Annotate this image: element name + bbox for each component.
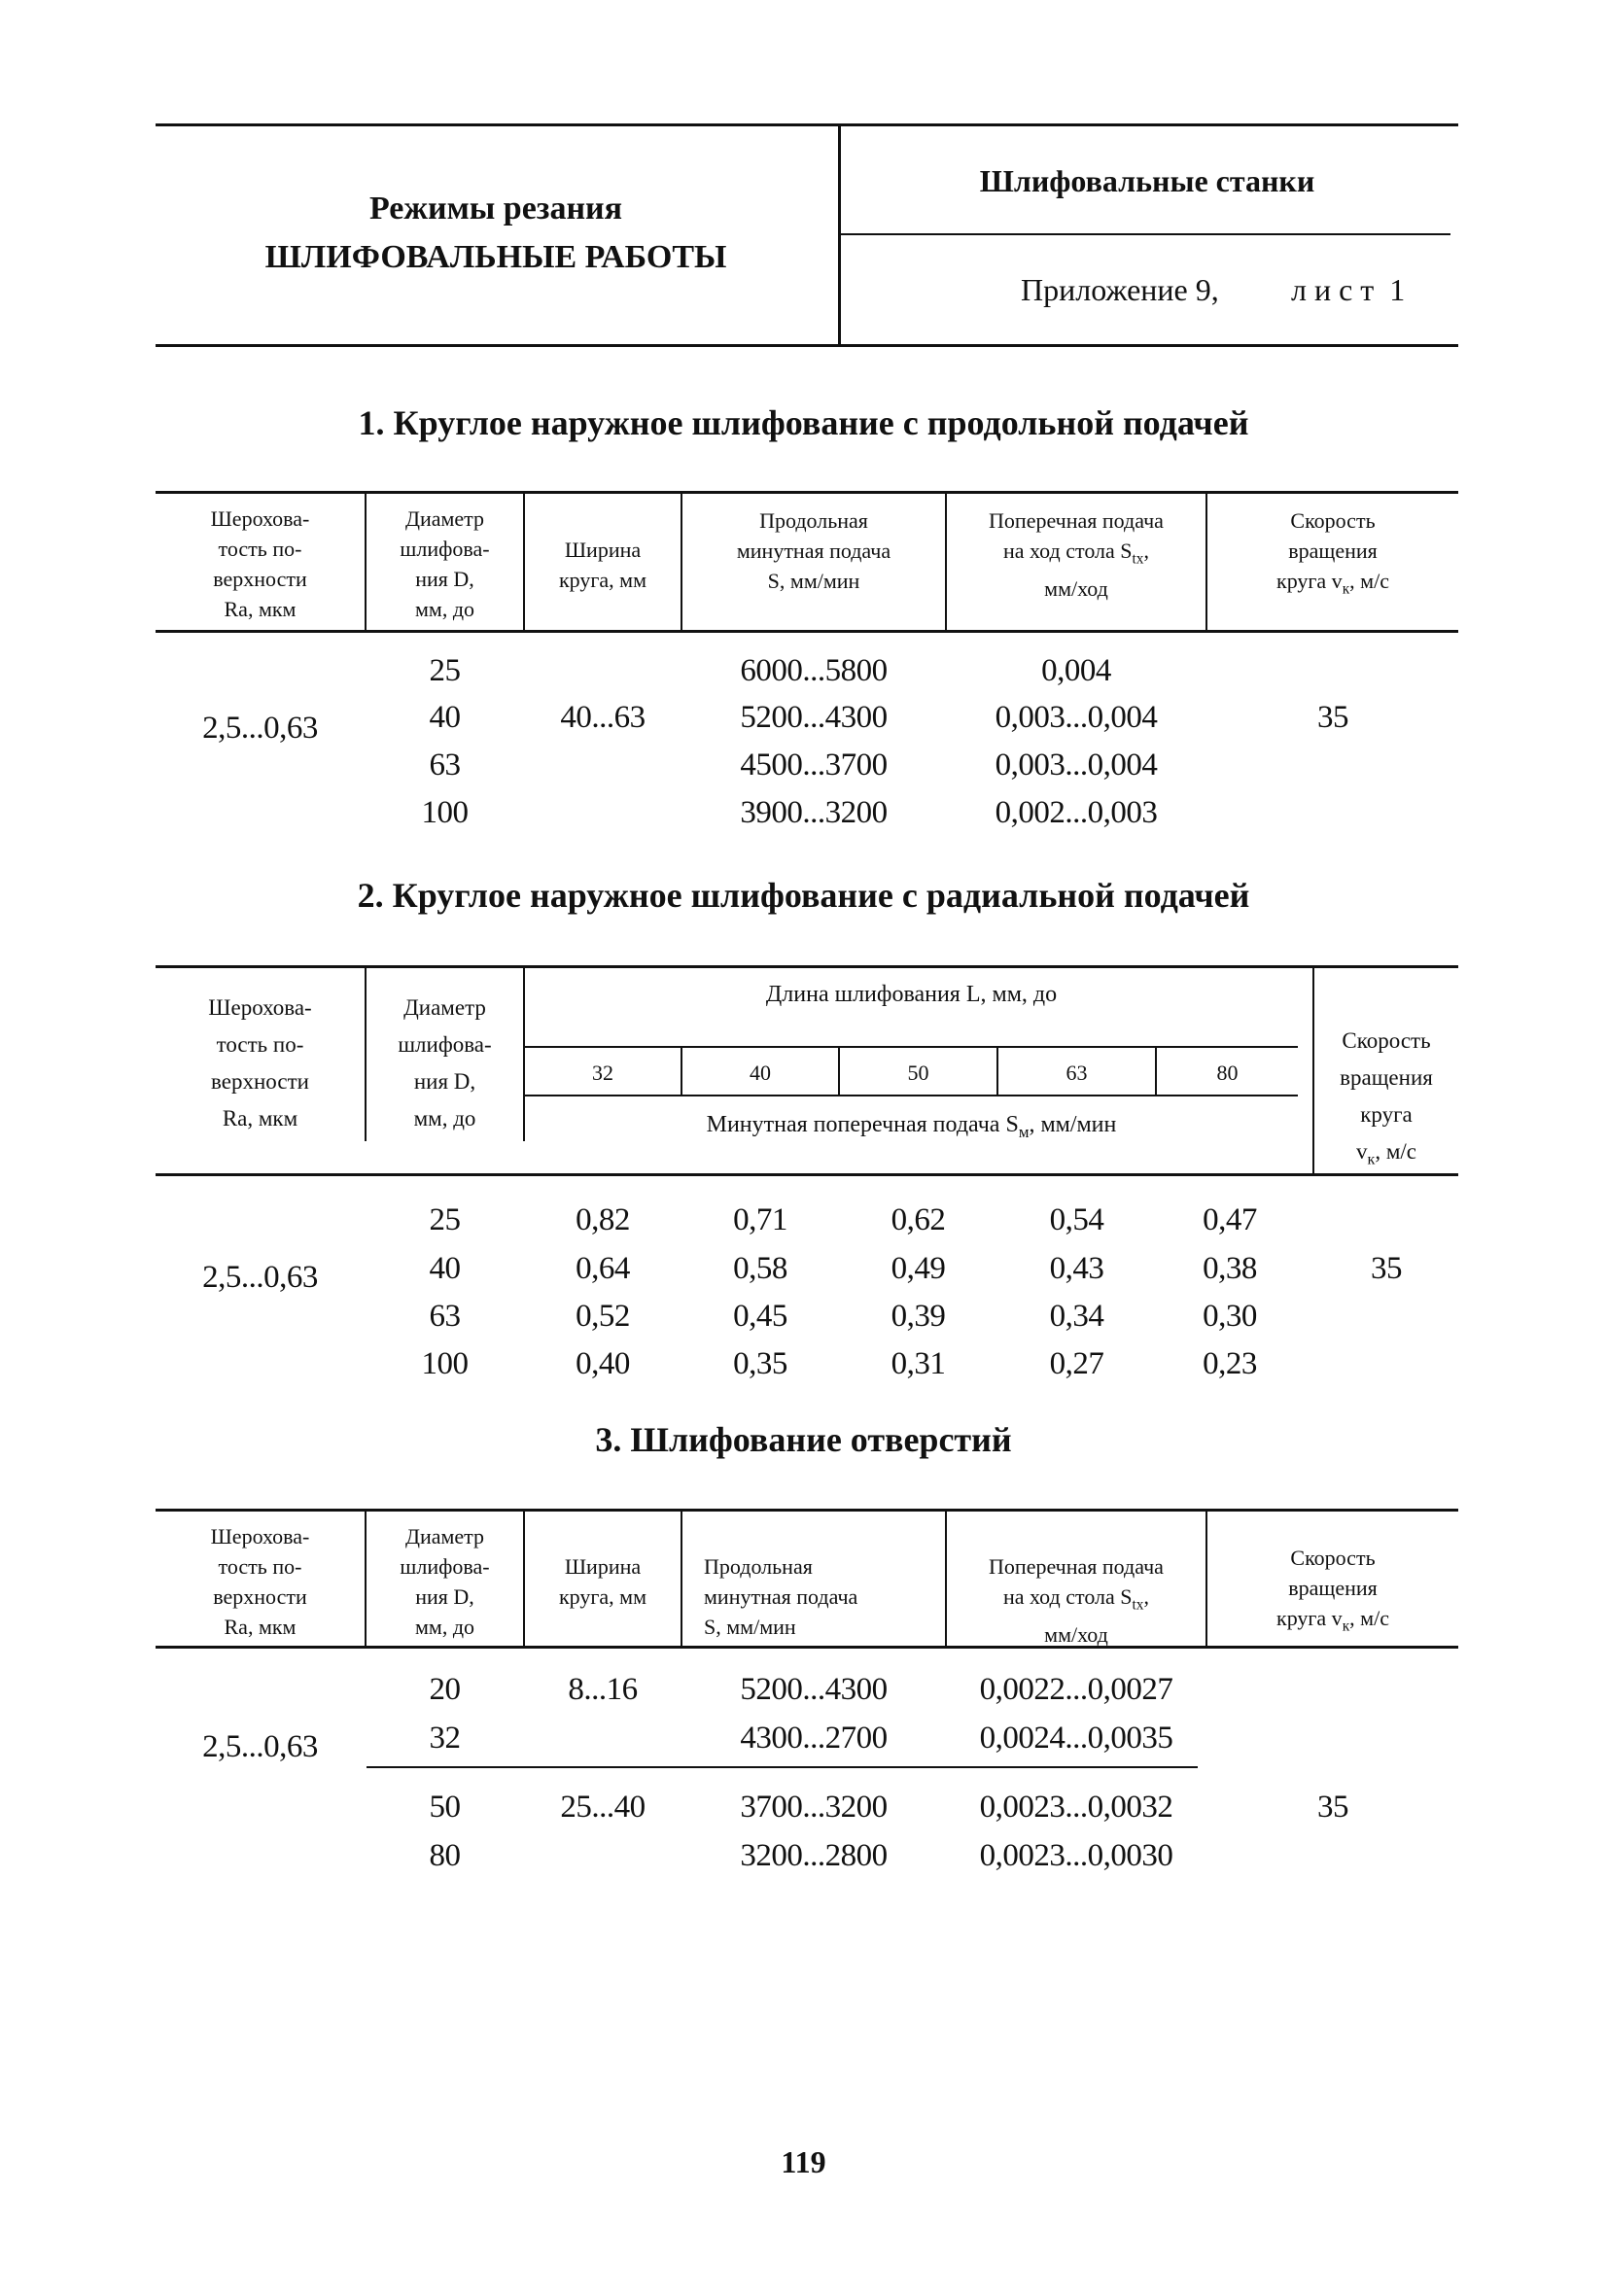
table1-row-diameter: 100 bbox=[421, 795, 469, 830]
table3-top-rule bbox=[156, 1509, 1458, 1512]
header-line: S, мм/мин bbox=[704, 1615, 796, 1639]
table2-row-value: 0,45 bbox=[733, 1299, 787, 1334]
header-line bbox=[1314, 1133, 1458, 1179]
table2-row-value: 0,34 bbox=[1049, 1299, 1104, 1334]
header-divider bbox=[838, 126, 841, 344]
header-line: шлифова- bbox=[400, 1554, 490, 1579]
header-line: тость по- bbox=[216, 1032, 304, 1057]
table2-row-diameter: 100 bbox=[421, 1346, 469, 1381]
table1-row-long-feed: 4500...3700 bbox=[740, 748, 888, 783]
table3-header-rule bbox=[156, 1646, 1458, 1649]
table1-header-speed bbox=[1207, 505, 1458, 604]
header-line: на ход стола $S_{tx}$, bbox=[1002, 539, 1150, 568]
header-line: ния D, bbox=[415, 567, 474, 591]
header-text: , м/с bbox=[1349, 569, 1389, 593]
table2-row-value: 0,31 bbox=[891, 1346, 946, 1381]
header-line: на ход стола $S_{tx}$, bbox=[1002, 1584, 1150, 1614]
header-line: мм, до bbox=[414, 597, 475, 621]
header-text: на ход стола S bbox=[1002, 539, 1133, 563]
table3-roughness: 2,5...0,63 bbox=[202, 1729, 318, 1764]
header-line: Ra, мкм bbox=[222, 1106, 298, 1131]
table1-header-long-feed bbox=[682, 505, 945, 596]
table2-row-value: 0,40 bbox=[576, 1346, 630, 1381]
table3-header-roughness bbox=[156, 1521, 365, 1642]
header-line: ния D, bbox=[413, 1069, 476, 1094]
table3-header-speed bbox=[1207, 1543, 1458, 1641]
table3-row-cross-feed: 0,0024...0,0035 bbox=[979, 1721, 1173, 1756]
header-line: тость по- bbox=[218, 1554, 302, 1579]
header-line: тость по- bbox=[218, 537, 302, 561]
table1-header-diameter bbox=[367, 504, 523, 624]
table2-row-value: 0,58 bbox=[733, 1251, 787, 1286]
header-text: Минутная поперечная подача S bbox=[706, 1112, 1019, 1137]
header-line: минутная подача bbox=[704, 1584, 858, 1609]
header-line: Ширина bbox=[564, 538, 642, 562]
table2-row-diameter: 40 bbox=[429, 1251, 461, 1286]
table3-row-cross-feed: 0,0022...0,0027 bbox=[979, 1672, 1173, 1707]
header-line: Скорость bbox=[1290, 508, 1376, 533]
header-subscript: tx bbox=[1132, 550, 1144, 568]
header-top-rule bbox=[156, 123, 1458, 126]
table2-top-rule bbox=[156, 965, 1458, 968]
table2-roughness: 2,5...0,63 bbox=[202, 1260, 318, 1295]
table2-speed: 35 bbox=[1371, 1251, 1402, 1286]
header-line: Продольная bbox=[704, 1554, 813, 1579]
header-line: вращения bbox=[1288, 1576, 1378, 1600]
table1-row-long-feed: 6000...5800 bbox=[740, 653, 888, 688]
header-line: S, мм/мин bbox=[767, 569, 860, 593]
header-line: Шерохова- bbox=[208, 995, 312, 1020]
header-text: на ход стола S bbox=[1002, 1584, 1133, 1609]
table3-row-diameter: 20 bbox=[429, 1672, 461, 1707]
table1-roughness: 2,5...0,63 bbox=[202, 711, 318, 746]
table1-row-cross-feed: 0,003...0,004 bbox=[995, 748, 1158, 783]
table2-length-value: 32 bbox=[592, 1061, 613, 1085]
table2-row-value: 0,52 bbox=[576, 1299, 630, 1334]
table2-row-value: 0,30 bbox=[1203, 1299, 1257, 1334]
table2-header-speed bbox=[1314, 1023, 1458, 1179]
header-line: мм, до bbox=[414, 1615, 475, 1639]
table2-row-value: 0,62 bbox=[891, 1202, 946, 1237]
header-line: круга bbox=[1360, 1102, 1413, 1127]
table1-header-roughness bbox=[156, 504, 365, 624]
table3-row-cross-feed: 0,0023...0,0032 bbox=[979, 1790, 1173, 1825]
table2-row-value: 0,38 bbox=[1203, 1251, 1257, 1286]
header-line: круга, мм bbox=[558, 568, 647, 592]
table2-header-diameter bbox=[367, 990, 523, 1137]
table2-row-value: 0,43 bbox=[1049, 1251, 1104, 1286]
table2-row-value: 0,27 bbox=[1049, 1346, 1104, 1381]
header-line bbox=[1207, 566, 1458, 604]
table1-header-rule bbox=[156, 630, 1458, 633]
header-line: шлифова- bbox=[400, 537, 490, 561]
table2-title: 2. Круглое наружное шлифование с радиальной подачей bbox=[357, 876, 1250, 915]
header-subscript: к bbox=[1342, 1618, 1350, 1635]
table2-lengths-rule bbox=[525, 1095, 1298, 1096]
table1-row-cross-feed: 0,003...0,004 bbox=[995, 700, 1158, 735]
table3-header-width bbox=[525, 1551, 681, 1612]
header-text: , м/с bbox=[1349, 1606, 1389, 1630]
table3-speed: 35 bbox=[1317, 1790, 1348, 1825]
header-subscript: м bbox=[1018, 1122, 1030, 1141]
header-line: Поперечная подача bbox=[989, 1554, 1164, 1579]
table2-row-value: 0,49 bbox=[891, 1251, 946, 1286]
header-line: Продольная bbox=[759, 508, 868, 533]
table1-row-long-feed: 3900...3200 bbox=[740, 795, 888, 830]
header-line: верхности bbox=[213, 1584, 307, 1609]
table1-width: 40...63 bbox=[560, 700, 646, 735]
page-number: 119 bbox=[781, 2144, 826, 2179]
table3-row-cross-feed: 0,0023...0,0030 bbox=[979, 1838, 1173, 1873]
header-line: Ширина bbox=[564, 1554, 642, 1579]
table2-row-value: 0,35 bbox=[733, 1346, 787, 1381]
table3-title: 3. Шлифование отверстий bbox=[595, 1420, 1012, 1459]
header-subscript: к bbox=[1367, 1151, 1376, 1168]
table1-row-long-feed: 5200...4300 bbox=[740, 700, 888, 735]
table2-header-rule bbox=[156, 1173, 1458, 1176]
table3-row-long-feed: 5200...4300 bbox=[740, 1672, 888, 1707]
table2-row-value: 0,54 bbox=[1049, 1202, 1104, 1237]
table3-row-diameter: 50 bbox=[429, 1790, 461, 1825]
table2-header-length: Длина шлифования L, мм, до bbox=[765, 982, 1058, 1007]
header-line: Скорость bbox=[1342, 1028, 1431, 1053]
table1-row-diameter: 40 bbox=[429, 700, 461, 735]
table1-row-diameter: 63 bbox=[429, 748, 461, 783]
table2-row-value: 0,64 bbox=[576, 1251, 630, 1286]
header-text: v bbox=[1356, 1139, 1368, 1164]
table1-speed: 35 bbox=[1317, 700, 1348, 735]
table1-header-cross-feed bbox=[947, 505, 1205, 604]
table2-length-value: 40 bbox=[750, 1061, 771, 1085]
table3-row-long-feed: 3200...2800 bbox=[740, 1838, 888, 1873]
table2-length-value: 80 bbox=[1216, 1061, 1239, 1085]
header-machine-type: Шлифовальные станки bbox=[979, 163, 1315, 198]
header-line bbox=[1207, 1603, 1458, 1641]
table3-header-long-feed bbox=[682, 1551, 945, 1642]
header-line: Поперечная подача bbox=[989, 508, 1164, 533]
header-subscript: к bbox=[1342, 580, 1350, 598]
header-bottom-rule bbox=[156, 344, 1458, 347]
header-text: круга v bbox=[1276, 569, 1343, 593]
table2-length-rule bbox=[525, 1046, 1298, 1048]
table2-header-minute-feed bbox=[525, 1110, 1298, 1147]
table3-width-a: 8...16 bbox=[568, 1672, 638, 1707]
header-line: вращения bbox=[1340, 1065, 1433, 1090]
header-line: Шерохова- bbox=[210, 506, 310, 531]
header-line: Ra, мкм bbox=[224, 1615, 297, 1639]
header-line: верхности bbox=[211, 1069, 309, 1094]
table2-row-diameter: 25 bbox=[429, 1202, 461, 1237]
header-title-line1: Режимы резания bbox=[368, 191, 623, 226]
header-line: минутная подача bbox=[736, 539, 891, 563]
table1-top-rule bbox=[156, 491, 1458, 494]
table1-row-diameter: 25 bbox=[429, 653, 461, 688]
table2-length-value: 50 bbox=[907, 1061, 929, 1085]
header-line: верхности bbox=[213, 567, 307, 591]
header-line bbox=[525, 1110, 1298, 1147]
table3-header-diameter bbox=[367, 1521, 523, 1642]
header-text: , м/с bbox=[1375, 1139, 1416, 1164]
table2-length-value: 63 bbox=[1066, 1061, 1088, 1085]
table1-title: 1. Круглое наружное шлифование с продольной подачей bbox=[358, 403, 1249, 442]
header-right-rule bbox=[841, 233, 1450, 235]
header-line: Диаметр bbox=[403, 995, 486, 1020]
table2-row-value: 0,39 bbox=[891, 1299, 946, 1334]
header-title-line2: ШЛИФОВАЛЬНЫЕ РАБОТЫ bbox=[264, 239, 727, 275]
table2-row-value: 0,23 bbox=[1203, 1346, 1257, 1381]
table2-header-roughness bbox=[156, 990, 365, 1137]
header-line: круга, мм bbox=[558, 1584, 647, 1609]
header-subscript: tx bbox=[1132, 1596, 1144, 1614]
header-line: шлифова- bbox=[398, 1032, 492, 1057]
table1-row-cross-feed: 0,004 bbox=[1041, 653, 1111, 688]
table1-header-width bbox=[525, 535, 681, 595]
header-text: , мм/мин bbox=[1029, 1112, 1117, 1137]
table3-row-long-feed: 3700...3200 bbox=[740, 1790, 888, 1825]
table2-row-value: 0,47 bbox=[1203, 1202, 1257, 1237]
table2-row-value: 0,82 bbox=[576, 1202, 630, 1237]
header-line: Скорость bbox=[1290, 1546, 1376, 1570]
table3-row-diameter: 32 bbox=[429, 1721, 461, 1756]
header-line: Диаметр bbox=[404, 1524, 485, 1548]
table3-header-cross-feed bbox=[947, 1551, 1205, 1650]
header-text: круга v bbox=[1276, 1606, 1343, 1630]
table3-row-diameter: 80 bbox=[429, 1838, 461, 1873]
header-appendix: Приложение 9, bbox=[1021, 272, 1219, 307]
table2-row-value: 0,71 bbox=[733, 1202, 787, 1237]
header-line: мм, до bbox=[413, 1106, 476, 1131]
header-line: вращения bbox=[1288, 539, 1378, 563]
header-line: Диаметр bbox=[404, 506, 485, 531]
header-line: Ra, мкм bbox=[224, 597, 297, 621]
table3-width-b: 25...40 bbox=[560, 1790, 646, 1825]
header-line: ния D, bbox=[415, 1584, 474, 1609]
header-line: мм/ход bbox=[1044, 1622, 1108, 1648]
table3-row-long-feed: 4300...2700 bbox=[740, 1721, 888, 1756]
table3-group-rule bbox=[367, 1766, 1198, 1768]
header-line: Шерохова- bbox=[210, 1524, 310, 1548]
header-line: мм/ход bbox=[1044, 576, 1108, 602]
header-sheet: л и с т 1 bbox=[1291, 272, 1406, 307]
table1-row-cross-feed: 0,002...0,003 bbox=[995, 795, 1158, 830]
table2-row-diameter: 63 bbox=[429, 1299, 461, 1334]
